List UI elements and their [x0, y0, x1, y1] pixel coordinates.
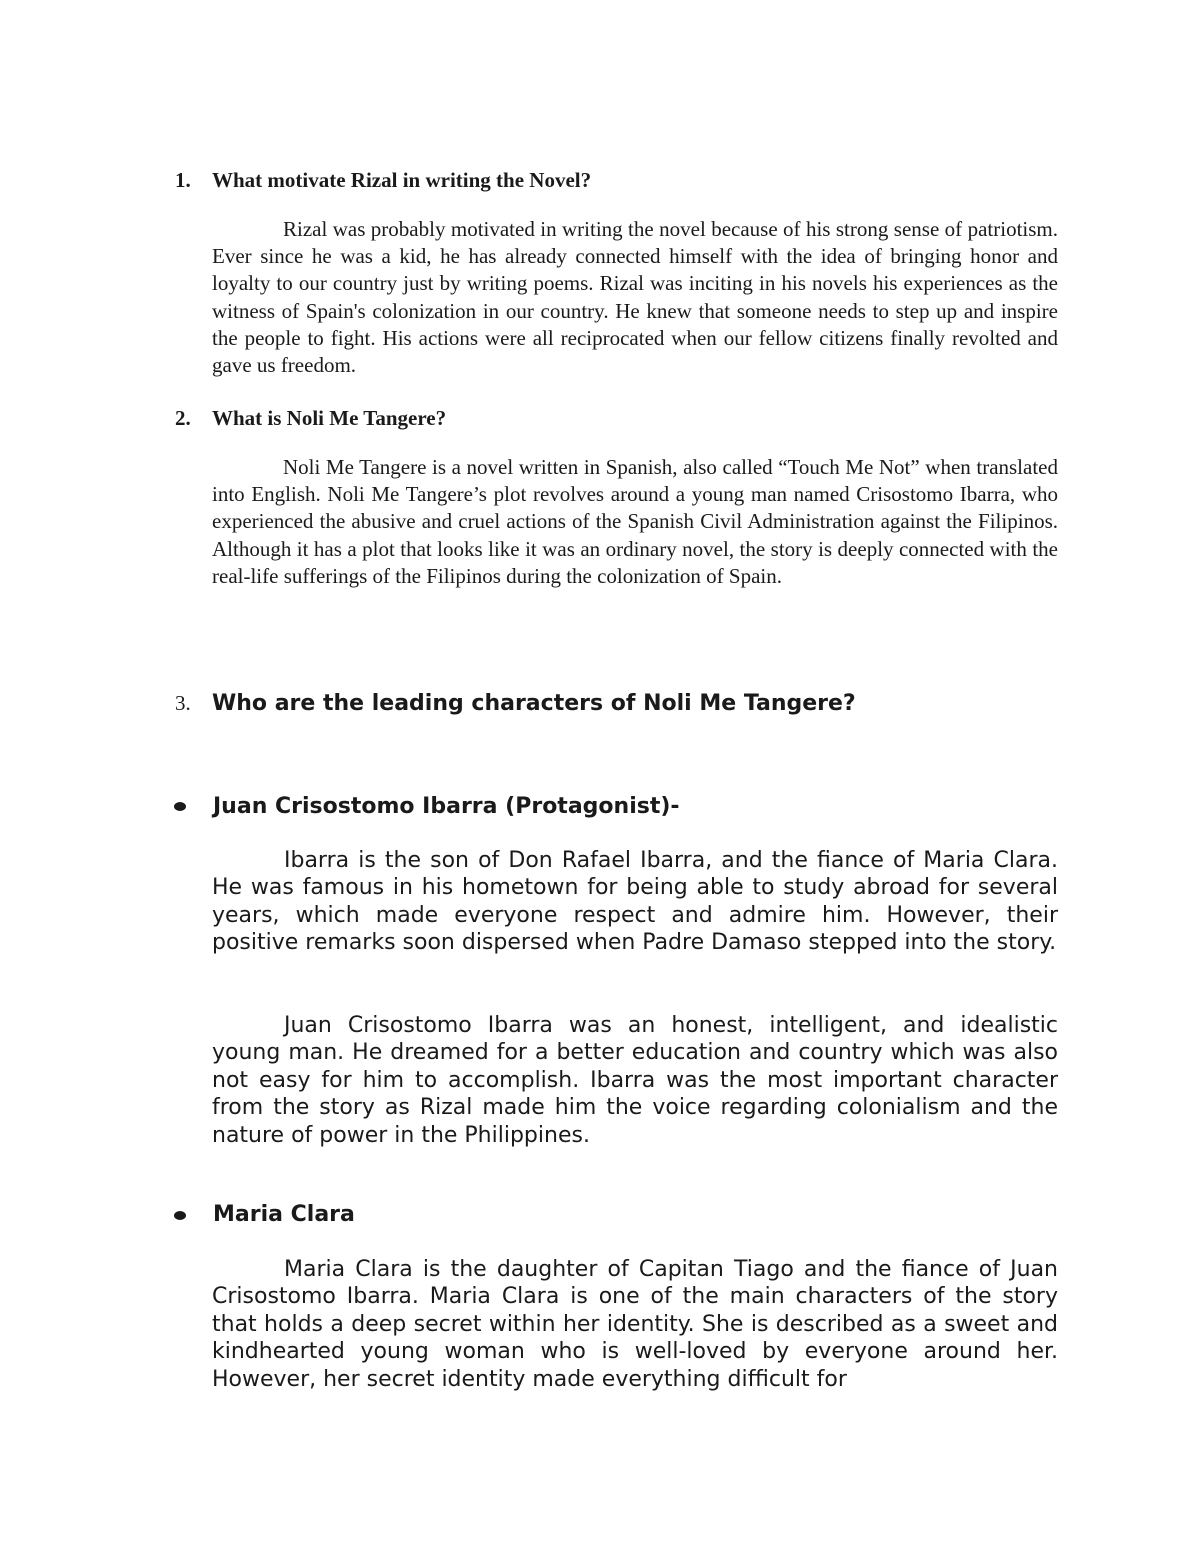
bullet-icon [174, 802, 186, 811]
character-2-paragraph-1: Maria Clara is the daughter of Capitan Tiago and the fiance of Juan Crisostomo Ibarra. Maria Clara is one of the main characters of the story that holds a deep secret within her identity. She is described as a sweet and kindhearted young woman who is well-loved by everyone around her. However, her secret identity made everything difficult for [212, 1257, 1058, 1392]
bullet-icon [174, 1211, 186, 1220]
character-1-name: Juan Crisostomo Ibarra (Protagonist)- [213, 794, 680, 819]
question-1-number: 1. [175, 168, 191, 192]
question-3-title: Who are the leading characters of Noli Me Tangere? [212, 691, 856, 716]
question-3-heading [175, 688, 1075, 721]
question-2-answer: Noli Me Tangere is a novel written in Spanish, also called “Touch Me Not” when translated into English. Noli Me Tangere’s plot revolves around a young man named Crisostomo Ibarra, who experienced the abusive and cruel actions of the Spanish Civil Administration against the Filipinos. Although it has a plot that looks like it was an ordinary novel, the story is deeply connected with the real-life sufferings of the Filipinos during the colonization of Spain. [212, 455, 1058, 588]
question-2-number: 2. [175, 406, 191, 430]
character-2-name: Maria Clara [213, 1202, 355, 1227]
question-2-title: What is Noli Me Tangere? [212, 406, 447, 430]
character-1-paragraph-1: Ibarra is the son of Don Rafael Ibarra, and the fiance of Maria Clara. He was famous in his hometown for being able to study abroad for several years, which made everyone respect and admire him. However, their positive remarks soon dispersed when Padre Damaso stepped into the story. [212, 848, 1058, 956]
question-2-heading [175, 405, 1075, 431]
question-1-answer: Rizal was probably motivated in writing the novel because of his strong sense of patriotism. Ever since he was a kid, he has already connected himself with the idea of bringing honor and loyalty to our country just by writing poems. Rizal was inciting in his novels his experiences as the witness of Spain's colonization in our country. He knew that someone needs to step up and inspire the people to fight. His actions were all reciprocated when our fellow citizens finally revolted and gave us freedom. [212, 217, 1058, 378]
question-1-title: What motivate Rizal in writing the Novel? [212, 168, 592, 192]
character-1-paragraph-2: Juan Crisostomo Ibarra was an honest, intelligent, and idealistic young man. He dreamed for a better education and country which was also not easy for him to accomplish. Ibarra was the most important character from the story as Rizal made him the voice regarding colonialism and the nature of power in the Philippines. [212, 1013, 1058, 1148]
question-3-number: 3. [175, 691, 191, 715]
question-1-heading [175, 167, 1075, 193]
